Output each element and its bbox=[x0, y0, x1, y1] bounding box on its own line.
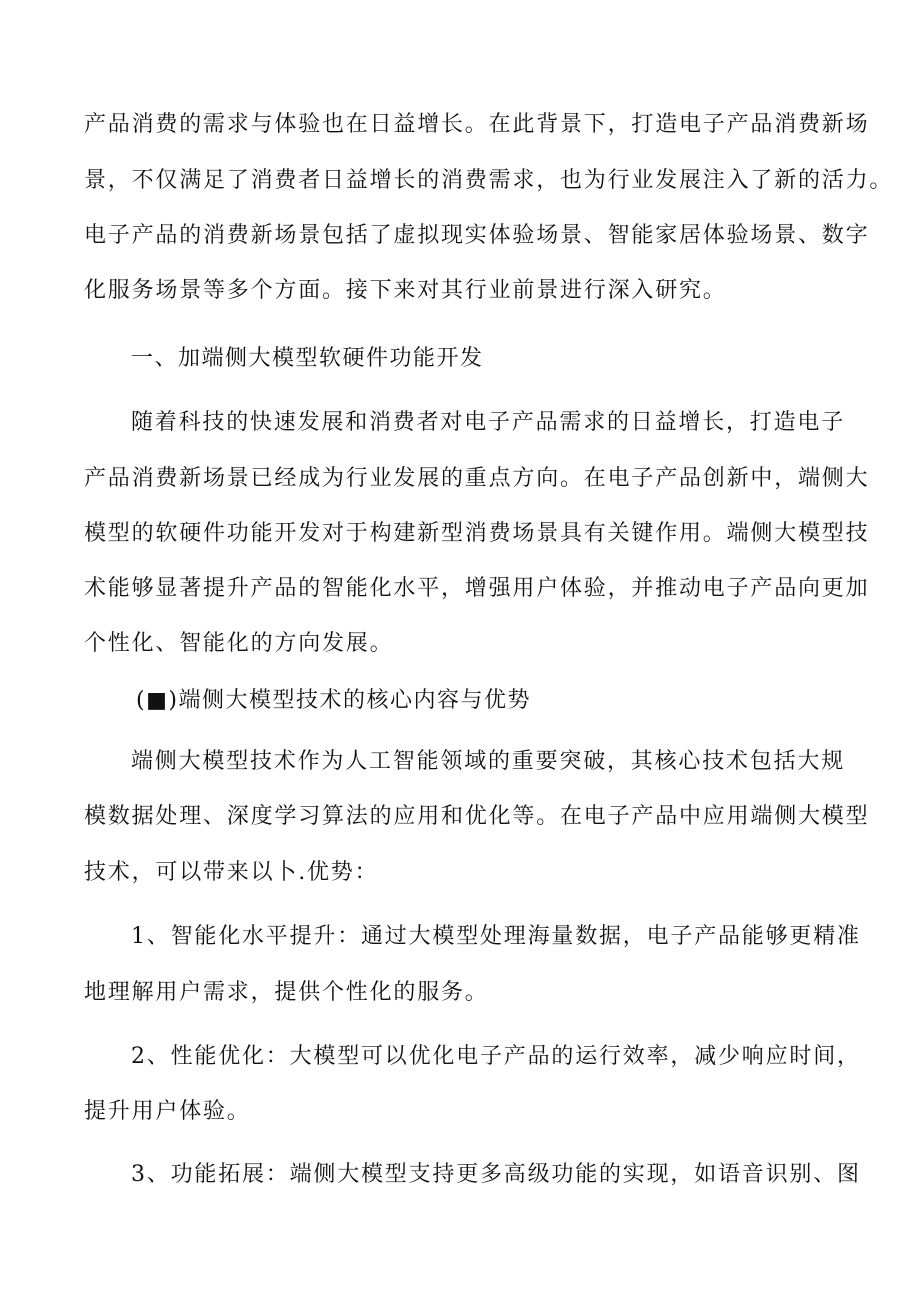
list-item-1-line-2: 地理解用户需求，提供个性化的服务。 bbox=[84, 980, 489, 1005]
paragraph-line-3: 电子产品的消费新场景包括了虚拟现实体验场景、智能家居体验场景、数字 bbox=[84, 223, 870, 248]
paragraph-line-8: 术能够显著提升产品的智能化水平，增强用户体验，并推动电子产品向更加 bbox=[84, 576, 870, 601]
paragraph-line-9: 个性化、智能化的方向发展。 bbox=[84, 631, 394, 656]
paragraph-line-11: 模数据处理、深度学习算法的应用和优化等。在电子产品中应用端侧大模型 bbox=[84, 804, 870, 829]
list-item-1-line-1: 1、智能化水平提升：通过大模型处理海量数据，电子产品能够更精准 bbox=[131, 924, 861, 949]
list-item-2-line-1: 2、性能优化：大模型可以优化电子产品的运行效率，减少响应时间， bbox=[131, 1044, 861, 1069]
list-item-3-line-1: 3、功能拓展：端侧大模型支持更多高级功能的实现，如语音识别、图 bbox=[131, 1162, 861, 1187]
paragraph-line-6: 产品消费新场景已经成为行业发展的重点方向。在电子产品创新中，端侧大 bbox=[84, 466, 870, 491]
paragraph-line-7: 模型的软硬件功能开发对于构建新型消费场景具有关键作用。端侧大模型技 bbox=[84, 521, 870, 546]
paragraph-line-5: 随着科技的快速发展和消费者对电子产品需求的日益增长，打造电子 bbox=[131, 410, 846, 435]
paragraph-line-10: 端侧大模型技术作为人工智能领域的重要突破，其核心技术包括大规 bbox=[131, 749, 846, 774]
paragraph-line-12: 技术，可以带来以卜.优势： bbox=[84, 860, 379, 885]
list-item-2-line-2: 提升用户体验。 bbox=[84, 1099, 251, 1124]
section-heading: 一、加端侧大模型软硬件功能开发 bbox=[131, 346, 484, 371]
paragraph-line-4: 化服务场景等多个方面。接下来对其行业前景进行深入研究。 bbox=[84, 278, 727, 303]
subsection-heading: (■)端侧大模型技术的核心内容与优势 bbox=[136, 688, 531, 713]
paragraph-line-1: 产品消费的需求与体验也在日益增长。在此背景下，打造电子产品消费新场 bbox=[84, 112, 870, 137]
paragraph-line-2: 景，不仅满足了消费者日益增长的消费需求，也为行业发展注入了新的活力。 bbox=[84, 168, 894, 193]
